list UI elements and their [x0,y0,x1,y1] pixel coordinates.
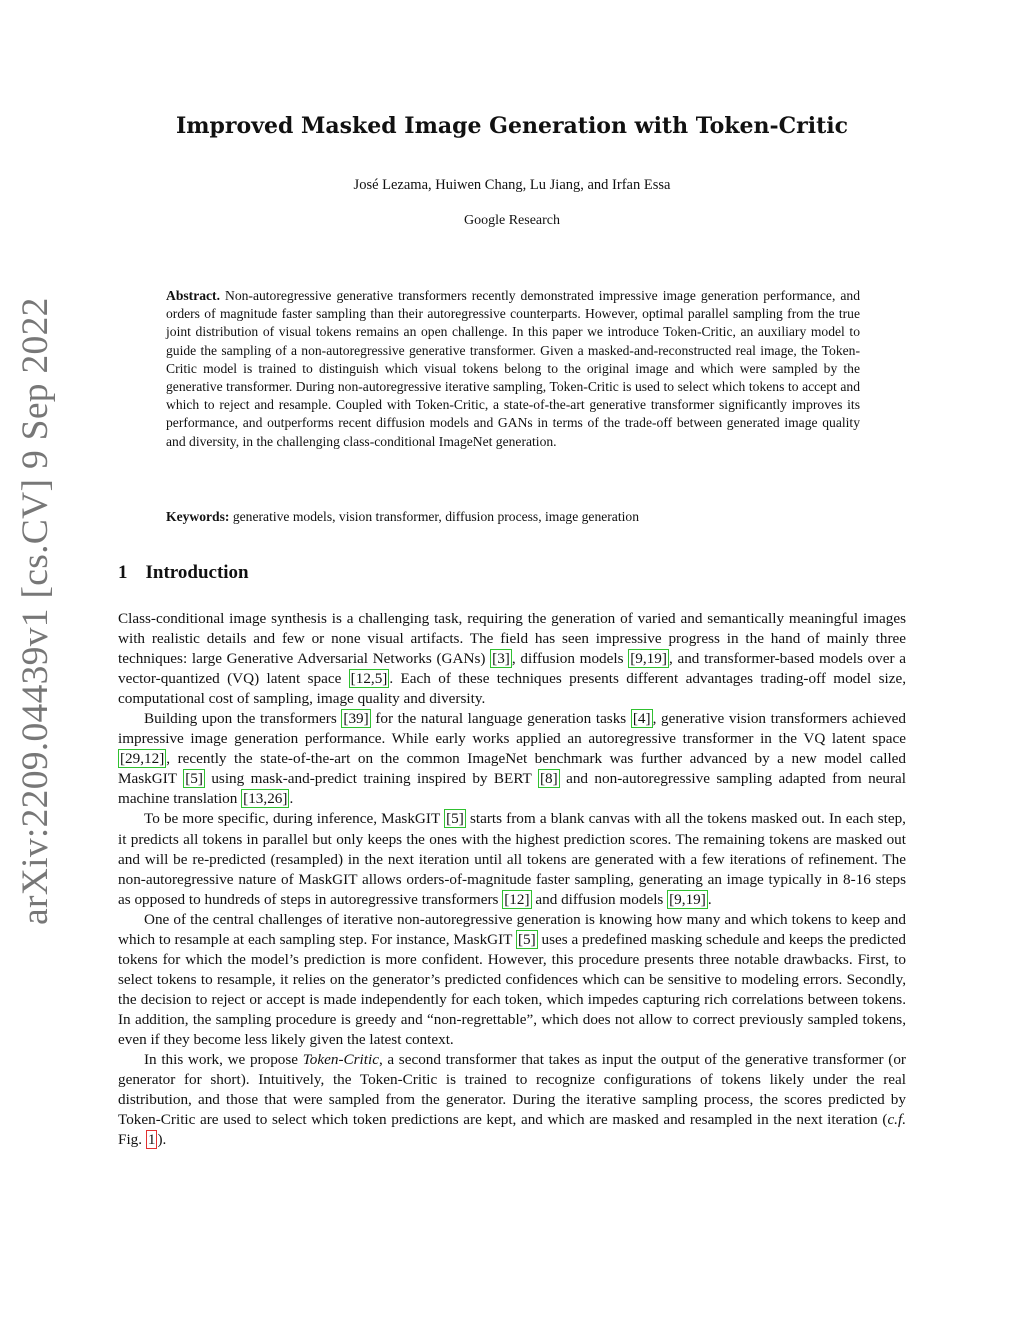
abstract-label: Abstract. [166,288,220,303]
text-run: . [707,890,712,908]
citation-link[interactable]: [4] [632,710,651,728]
citation-link[interactable]: [12] [504,890,530,908]
text-run: , a second transformer that takes as input the output of the generative transformer (or generator for short). Intuitively, the Token-Critic is trained to recognize configurations of tokens likely under the real distribution, and those that were sampled from the generator. During the iterative sampling process, the scores predicted by Token-Critic are used to select which token predictions are kept, and which are masked and resampled in the next iteration ( [118,1051,906,1129]
paragraph [118,809,906,909]
section-number: 1 [118,562,128,583]
paragraph [118,910,906,1050]
keywords-label: Keywords: [166,509,230,524]
text-run: Fig. [118,1131,146,1149]
emphasis-term: Token-Critic [302,1051,379,1069]
text-run: . [289,790,294,808]
section-title: Introduction [145,562,249,583]
text-run: Building upon the transformers [144,710,342,728]
text-run: In this work, we propose [144,1051,303,1069]
text-run: starts from a blank canvas with all the tokens masked out. In each step, it predicts all tokens in parallel but only keeps the ones with the highest prediction scores. The remaining tokens are masked out and will be re-predicted (resampled) in the next iteration until all tokens are generated with a few iterations of refinement. The non-autoregressive nature of MaskGIT allows orders-of-magnitude faster sampling, generating an image typically in 8-16 steps as opposed to hundreds of steps in autoregressive transformers [118,810,906,908]
citation-link[interactable]: [12,5] [350,670,388,688]
text-run: , diffusion models [511,650,629,668]
text-run: Class-conditional image synthesis is a challenging task, requiring the generation of varied and semantically meaningful images with realistic details and few or none visual artifacts. The field has seen impressive progress in the hand of mainly three techniques: large Generative Adversarial Networks (GANs) [118,610,906,668]
author-list: José Lezama, Huiwen Chang, Lu Jiang, and Irfan Essa [353,177,671,193]
text-run: using mask-and-predict training inspired by BERT [204,770,538,788]
citation-link[interactable]: [13,26] [243,790,288,808]
paper-title: Improved Masked Image Generation with Token-Critic [175,113,849,139]
citation-link[interactable]: [3] [492,650,510,668]
text-run: One of the central challenges of iterative non-autoregressive generation is knowing how many and which tokens to keep and which to resample at each sampling step. For instance, MaskGIT [118,910,906,948]
abstract [166,287,860,451]
keywords [166,508,860,526]
paragraph [118,709,906,809]
text-run: ). [157,1131,167,1149]
text-run: and diffusion models [531,890,668,908]
citation-link[interactable]: [39] [343,710,369,728]
abstract-text: Non-autoregressive generative transformers recently demonstrated impressive image generation performance, and orders of magnitude faster sampling than their autoregressive counterparts. However, optimal parallel sampling from the true joint distribution of visual tokens remains an open challenge. In this paper we introduce Token-Critic, an auxiliary model to guide the sampling of a non-autoregressive generative transformer. Given a masked-and-reconstructed real image, the Token-Critic model is trained to distinguish which visual tokens belong to the original image and which were sampled by the generative transformer. During non-autoregressive iterative sampling, Token-Critic is used to select which tokens to accept and which to reject and resample. Coupled with Token-Critic, a state-of-the-art generative transformer significantly improves its performance, and outperforms recent diffusion models and GANs in terms of the trade-off between generated image quality and diversity, in the challenging class-conditional ImageNet generation. [166,288,860,449]
citation-link[interactable]: [29,12] [120,750,165,768]
text-run: , and transformer-based models over a vector-quantized (VQ) latent space [118,650,907,688]
text-run: uses a predefined masking schedule and keeps the predicted tokens for which the model’s prediction is more confident. However, this procedure presents three notable drawbacks. First, to select tokens to resample, it relies on the generator’s predicted confidences which can be sensitive to modeling errors. Secondly, the decision to reject or accept is made independently for each token, which impedes capturing rich correlations between tokens. In addition, the sampling procedure is greedy and “non-regrettable”, which does not allow to correct previously sampled tokens, even if they become less likely given the latest context. [118,930,906,1048]
affiliation: Google Research [463,213,561,228]
introduction-body [118,609,906,1150]
citation-link[interactable]: [8] [539,770,558,788]
paragraph [118,609,906,709]
citation-link[interactable]: [5] [518,930,536,948]
text-run: and non-autoregressive sampling adapted from neural machine translation [118,770,907,808]
emphasis-term: c.f. [887,1111,906,1129]
text-run: for the natural language generation tasks [370,710,631,728]
figure-link[interactable]: 1 [147,1131,156,1149]
citation-link[interactable]: [9,19] [669,890,706,908]
text-run: , recently the state-of-the-art on the common ImageNet benchmark was further advanced by a new model called MaskGIT [118,750,906,788]
keywords-text: generative models, vision transformer, diffusion process, image generation [232,509,639,524]
text-run: To be more specific, during inference, MaskGIT [144,810,445,828]
arxiv-identifier: arXiv:2209.04439v1 [cs.CV] 9 Sep 2022 [15,297,56,925]
citation-link[interactable]: [9,19] [630,650,667,668]
citation-link[interactable]: [5] [185,770,203,788]
text-run: , generative vision transformers achieved impressive image generation performance. While early works applied an autoregressive transformer in the VQ latent space [118,710,906,748]
section-heading [118,562,249,584]
text-run: . Each of these techniques presents different advantages trading-off model size, computational cost of sampling, image quality and diversity. [118,670,907,708]
citation-link[interactable]: [5] [446,810,464,828]
paragraph [118,1050,906,1150]
